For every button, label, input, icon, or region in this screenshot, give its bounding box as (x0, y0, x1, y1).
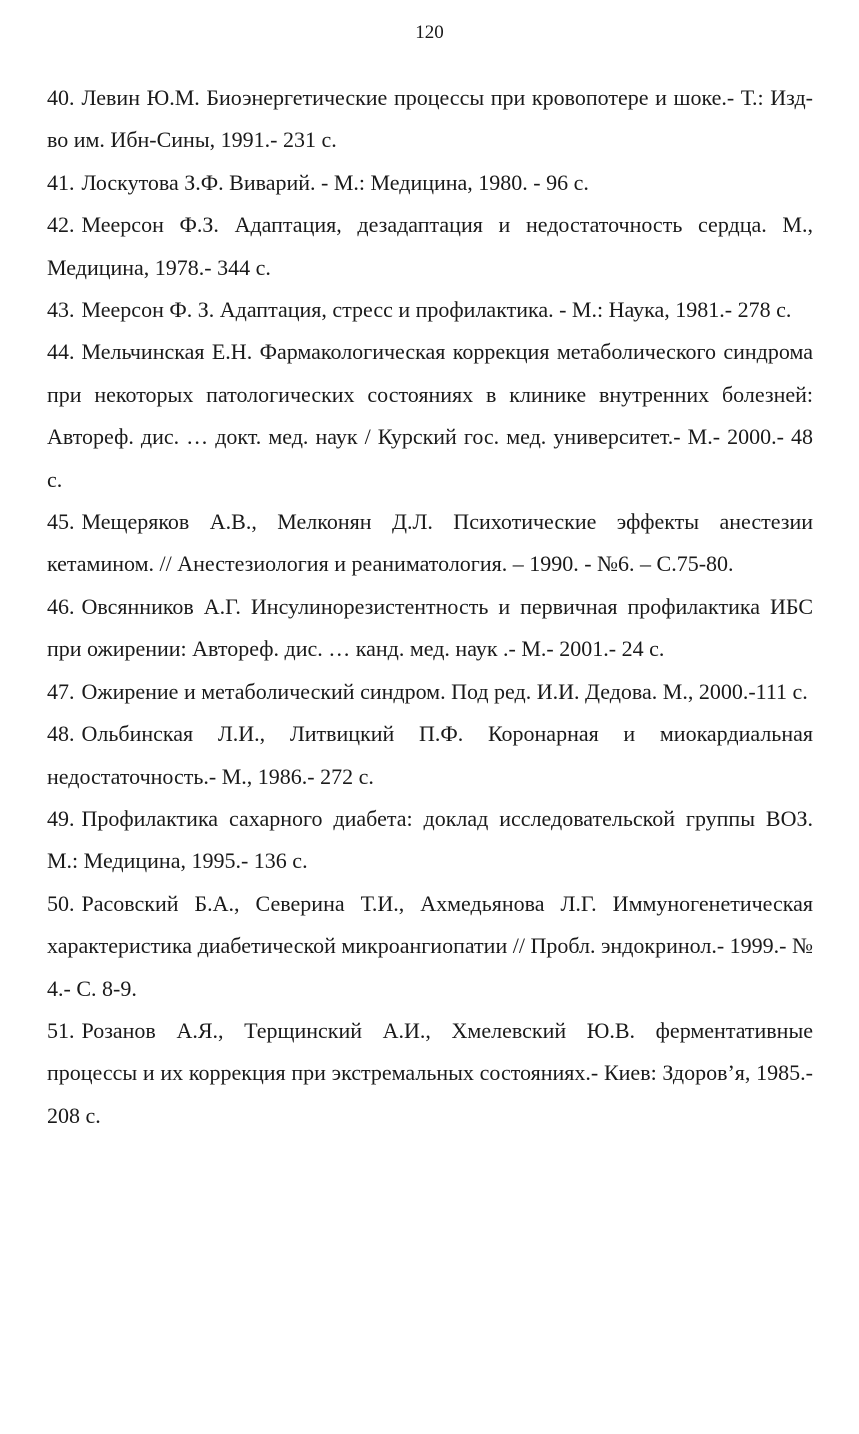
reference-text: Левин Ю.М. Биоэнергетические процессы при кровопотере и шоке.- Т.: Изд-во им. Ибн-Сины, 1991.- 231 с. (47, 85, 813, 153)
reference-text: Мещеряков А.В., Мелконян Д.Л. Психотические эффекты анестезии кетамином. // Анестезиология и реаниматология. – 1990. - №6. – С.75-80. (47, 509, 813, 577)
reference-text: Ожирение и метаболический синдром. Под ред. И.И. Дедова. М., 2000.-111 с. (81, 678, 808, 704)
reference-item-40 (47, 77, 813, 162)
reference-number: 42. (47, 212, 75, 238)
reference-text: Мельчинская Е.Н. Фармакологическая коррекция метаболического синдрома при некоторых патологических состояниях в клинике внутренних болезней: Автореф. дис. … докт. мед. наук / Курский гос. мед. университет.- М.- 2000.- 48 с. (47, 339, 813, 492)
reference-text: Ольбинская Л.И., Литвицкий П.Ф. Коронарная и миокардиальная недостаточность.- М., 1986.- 272 с. (47, 721, 813, 789)
reference-number: 43. (47, 297, 75, 323)
reference-text: Меерсон Ф.З. Адаптация, дезадаптация и недостаточность сердца. М., Медицина, 1978.- 344 с. (47, 212, 813, 280)
reference-text: Овсянников А.Г. Инсулинорезистентность и первичная профилактика ИБС при ожирении: Автореф. дис. … канд. мед. наук .- М.- 2001.- 24 с. (47, 593, 813, 662)
reference-text: Розанов А.Я., Терщинский А.И., Хмелевский Ю.В. ферментативные процессы и их коррекция при экстремальных состояниях.- Киев: Здоров’я, 1985.- 208 с. (47, 1017, 813, 1128)
reference-number: 46. (47, 593, 75, 619)
reference-number: 45. (47, 509, 75, 535)
reference-number: 48. (47, 721, 75, 747)
reference-item-47 (47, 671, 813, 713)
reference-number: 47. (47, 678, 75, 704)
reference-list (47, 77, 813, 1137)
reference-item-43 (47, 289, 813, 331)
reference-item-49 (47, 798, 813, 883)
reference-item-50 (47, 883, 813, 1010)
reference-number: 40. (47, 85, 75, 110)
page-number: 120 (415, 22, 444, 43)
reference-text: Расовский Б.А., Северина Т.И., Ахмедьянова Л.Г. Иммуногенетическая характеристика диабетической микроангиопатии // Пробл. эндокринол.- 1999.- № 4.- С. 8-9. (47, 890, 813, 1001)
reference-text: Профилактика сахарного диабета: доклад исследовательской группы ВОЗ. М.: Медицина, 1995.- 136 с. (47, 805, 813, 874)
reference-item-41 (47, 162, 813, 204)
reference-number: 49. (47, 805, 75, 831)
reference-number: 41. (47, 169, 75, 195)
reference-item-42 (47, 204, 813, 289)
reference-item-51 (47, 1010, 813, 1137)
reference-item-48 (47, 713, 813, 798)
reference-text: Лоскутова З.Ф. Виварий. - М.: Медицина, 1980. - 96 с. (81, 169, 589, 195)
reference-text: Меерсон Ф. З. Адаптация, стресс и профилактика. - М.: Наука, 1981.- 278 с. (81, 297, 792, 323)
reference-number: 51. (47, 1017, 75, 1043)
reference-item-45 (47, 501, 813, 586)
reference-item-46 (47, 586, 813, 671)
reference-number: 44. (47, 339, 75, 365)
reference-number: 50. (47, 890, 75, 916)
reference-item-44 (47, 331, 813, 501)
